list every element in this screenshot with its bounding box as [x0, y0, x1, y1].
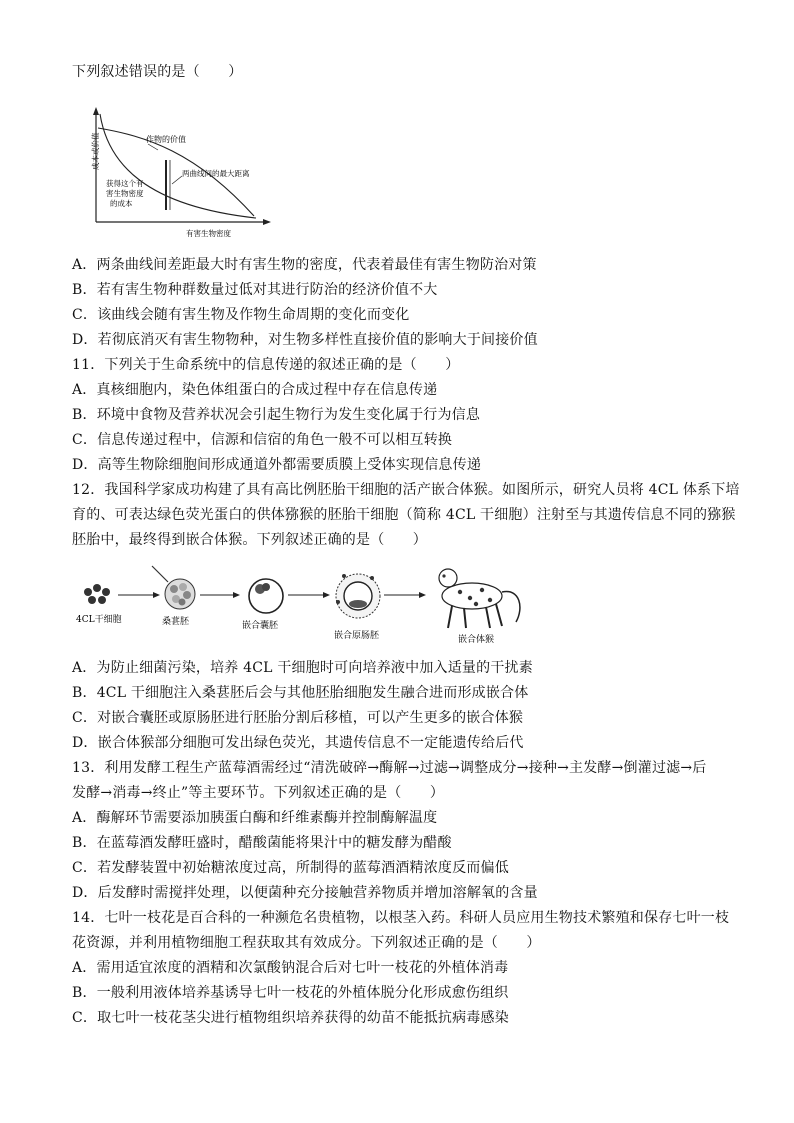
- q10-option-a: A．两条曲线间差距最大时有害生物的密度，代表着最佳有害生物防治对策: [72, 257, 537, 273]
- q14-option-a: A．需用适宜浓度的酒精和次氯酸钠混合后对七叶一枝花的外植体消毒: [72, 960, 509, 976]
- q12-stem-line-3: 胚胎中，最终得到嵌合体猴。下列叙述正确的是（ ）: [72, 532, 427, 548]
- blastocyst-label: 嵌合囊胚: [242, 621, 279, 631]
- x-axis-arrow: [263, 219, 271, 225]
- q11-option-c: C．信息传递过程中，信源和信宿的角色一般不可以相互转换: [72, 432, 453, 448]
- q13-stem-line-1: 13．利用发酵工程生产蓝莓酒需经过“清洗破碎→酶解→过滤→调整成分→接种→主发酵→倒灌过滤→后: [72, 760, 707, 776]
- q13-option-b: B．在蓝莓酒发酵旺盛时，醋酸菌能将果汁中的糖发酵为醋酸: [72, 835, 452, 851]
- value-curve-label: 作物的价值: [146, 135, 186, 144]
- q10-option-b: B．若有害生物种群数量过低对其进行防治的经济价值不大: [72, 282, 438, 298]
- x-axis-label: 有害生物密度: [186, 229, 231, 238]
- q13-option-a: A．酶解环节需要添加胰蛋白酶和纤维素酶并控制酶解温度: [72, 810, 438, 826]
- q10-stem: 下列叙述错误的是（ ）: [72, 64, 243, 80]
- q10-option-d: D．若彻底消灭有害生物物种，对生物多样性直接价值的影响大于间接价值: [72, 332, 538, 348]
- q13-stem-line-2: 发酵→消毒→终止”等主要环节。下列叙述正确的是（ ）: [72, 785, 445, 801]
- q11-option-a: A．真核细胞内，染色体组蛋白的合成过程中存在信息传递: [72, 382, 438, 398]
- stem-cells-icon: [84, 584, 110, 604]
- chimeric-monkey-label: 嵌合体猴: [458, 635, 495, 645]
- q12-option-a: A．为防止细菌污染，培养 4CL 干细胞时可向培养液中加入适量的干扰素: [72, 660, 533, 676]
- q10-option-c: C．该曲线会随有害生物及作物生命周期的变化而变化: [72, 307, 410, 323]
- cost-label-1: 获得这个有: [106, 179, 144, 188]
- q14-stem-line-1: 14．七叶一枝花是百合科的一种濒危名贵植物，以根茎入药。科研人员应用生物技术繁殖和保存七叶一枝: [72, 910, 730, 926]
- gap-leader: [172, 176, 182, 184]
- gap-label: 两曲线间的最大距离: [182, 169, 250, 178]
- q10-cost-value-chart: [86, 104, 276, 240]
- q12-option-c: C．对嵌合囊胚或原肠胚进行胚胎分割后移植，可以产生更多的嵌合体猴: [72, 710, 524, 726]
- q13-option-c: C．若发酵装置中初始糖浓度过高，所制得的蓝莓酒酒精浓度反而偏低: [72, 860, 509, 876]
- cost-label-3: 的成本: [110, 199, 133, 208]
- q12-chimera-diagram: [72, 562, 532, 646]
- chimeric-monkey-icon: [439, 569, 520, 628]
- y-axis-arrow: [93, 107, 99, 115]
- q11-option-d: D．高等生物除细胞间形成通道外都需要质膜上受体实现信息传递: [72, 457, 482, 473]
- cost-label-2: 害生物密度: [106, 189, 144, 198]
- q12-option-b: B．4CL 干细胞注入桑葚胚后会与其他胚胎细胞发生融合进而形成嵌合体: [72, 685, 529, 701]
- stem-cells-label: 4CL干细胞: [76, 615, 122, 625]
- gastrula-icon: [336, 574, 380, 618]
- morula-label: 桑葚胚: [162, 617, 190, 627]
- blastocyst-icon: [249, 579, 283, 613]
- morula-icon: [152, 566, 195, 609]
- y-axis-label: 成本或价值: [91, 132, 100, 170]
- q14-stem-line-2: 花资源，并利用植物细胞工程获取其有效成分。下列叙述正确的是（ ）: [72, 935, 541, 951]
- q12-stem-line-1: 12．我国科学家成功构建了具有高比例胚胎干细胞的活产嵌合体猴。如图所示，研究人员将 4CL 体系下培: [72, 482, 740, 498]
- q12-option-d: D．嵌合体猴部分细胞可发出绿色荧光，其遗传信息不一定能遗传给后代: [72, 735, 524, 751]
- q12-stem-line-2: 育的、可表达绿色荧光蛋白的供体猕猴的胚胎干细胞（简称 4CL 干细胞）注射至与其遗传信息不同的猕猴: [72, 507, 736, 523]
- q11-stem: 11．下列关于生命系统中的信息传递的叙述正确的是（ ）: [72, 357, 460, 373]
- q14-option-b: B．一般利用液体培养基诱导七叶一枝花的外植体脱分化形成愈伤组织: [72, 985, 509, 1001]
- value-leader: [148, 144, 158, 150]
- gastrula-label: 嵌合原肠胚: [334, 631, 380, 641]
- q11-option-b: B．环境中食物及营养状况会引起生物行为发生变化属于行为信息: [72, 407, 481, 423]
- q13-option-d: D．后发酵时需搅拌处理，以便菌种充分接触营养物质并增加溶解氧的含量: [72, 885, 538, 901]
- q14-option-c: C．取七叶一枝花茎尖进行植物组织培养获得的幼苗不能抵抗病毒感染: [72, 1010, 509, 1026]
